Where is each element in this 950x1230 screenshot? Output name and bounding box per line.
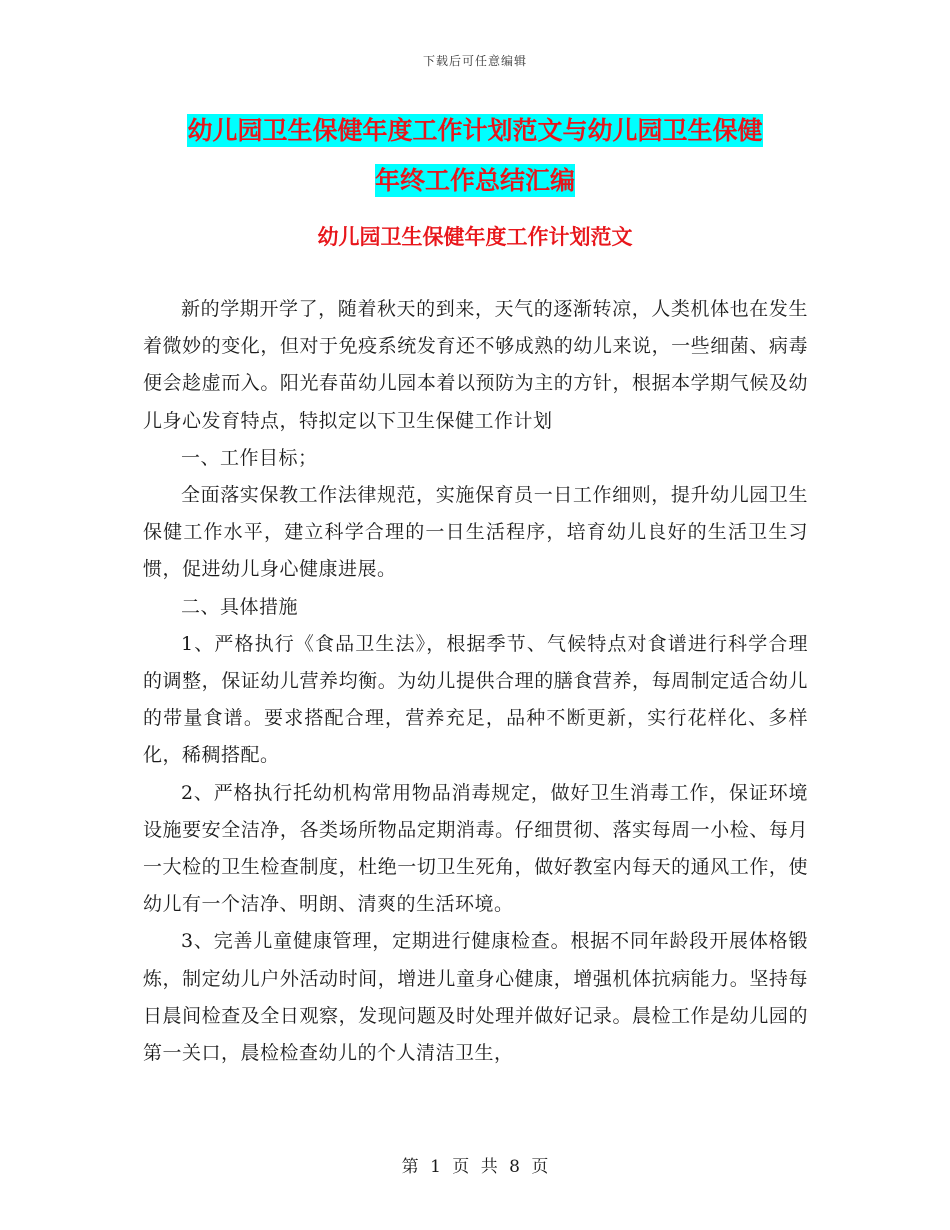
paragraph-measure-3: 3、完善儿童健康管理，定期进行健康检查。根据不同年龄段开展体格锻炼，制定幼儿户外活动时间，增进儿童身心健康，增强机体抗病能力。坚持每日晨间检查及全日观察，发现问题及时处理并做好记录。晨检工作是幼儿园的第一关口，晨检检查幼儿的个人清洁卫生， [143,930,808,1065]
document-title-line-1: 幼儿园卫生保健年度工作计划范文与幼儿园卫生保健 [187,116,763,145]
paragraph-measure-2: 2、严格执行托幼机构常用物品消毒规定，做好卫生消毒工作，保证环境设施要安全洁净，各类场所物品定期消毒。仔细贯彻、落实每周一小检、每月一大检的卫生检查制度，杜绝一切卫生死角，做好教室内每天的通风工作，使幼儿有一个洁净、明朗、清爽的生活环境。 [143,781,808,916]
paragraph-measure-1: 1、严格执行《食品卫生法》，根据季节、气候特点对食谱进行科学合理的调整，保证幼儿营养均衡。为幼儿提供合理的膳食营养，每周制定适合幼儿的带量食谱。要求搭配合理，营养充足，品种不断更新，实行花样化、多样化，稀稠搭配。 [143,632,808,767]
header-note: 下载后可任意编辑 [422,54,527,68]
document-body [143,291,808,1072]
document-title-line-2: 年终工作总结汇编 [374,166,575,195]
paragraph-intro: 新的学期开学了，随着秋天的到来，天气的逐渐转凉，人类机体也在发生着微妙的变化，但对于免疫系统发育还不够成熟的幼儿来说，一些细菌、病毒便会趁虚而入。阳光春苗幼儿园本着以预防为主的方针，根据本学期气候及幼儿身心发育特点，特拟定以下卫生保健工作计划 [143,298,808,432]
paragraph-heading-measures: 二、具体措施 [181,595,299,618]
section-title: 幼儿园卫生保健年度工作计划范文 [317,225,633,249]
paragraph-goals: 全面落实保教工作法律规范，实施保育员一日工作细则，提升幼儿园卫生保健工作水平，建立科学合理的一日生活程序，培育幼儿良好的生活卫生习惯，促进幼儿身心健康进展。 [143,484,808,581]
paragraph-heading-goals: 一、工作目标； [181,446,318,469]
page-number-footer: 第 1 页 共 8 页 [401,1157,549,1177]
document-title [150,106,800,206]
